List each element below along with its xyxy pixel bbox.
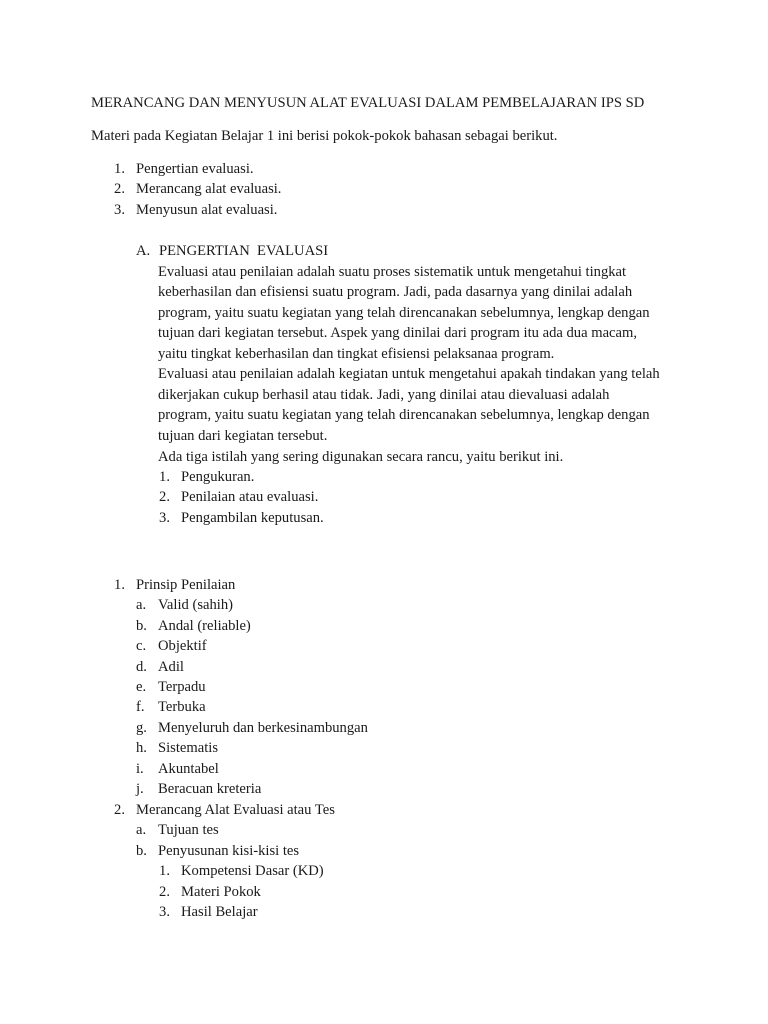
paragraph-line: program, yaitu suatu kegiatan yang telah direncanakan sebelumnya, lengkap dengan bbox=[158, 305, 650, 321]
sub-list-marker: a. bbox=[136, 822, 147, 838]
sub-list-marker: a. bbox=[136, 597, 147, 613]
sub-list-marker: b. bbox=[136, 618, 147, 634]
sub-list-marker: f. bbox=[136, 699, 145, 715]
sub-sub-list-item: Materi Pokok bbox=[181, 884, 261, 900]
sub-list-item: Terpadu bbox=[158, 679, 206, 695]
sub-list-item: Terbuka bbox=[158, 699, 206, 715]
topic-item: Merancang alat evaluasi. bbox=[136, 181, 282, 197]
paragraph-line: Evaluasi atau penilaian adalah kegiatan untuk mengetahui apakah tindakan yang telah bbox=[158, 366, 660, 382]
sub-list-item: Sistematis bbox=[158, 740, 218, 756]
sub-list-item: Akuntabel bbox=[158, 761, 219, 777]
term-item: Penilaian atau evaluasi. bbox=[181, 489, 319, 505]
sub-list-item: Beracuan kreteria bbox=[158, 781, 262, 797]
term-marker: 3. bbox=[159, 510, 170, 526]
section-a-heading: PENGERTIAN EVALUASI bbox=[159, 243, 329, 259]
topic-marker: 2. bbox=[114, 181, 125, 197]
sub-sub-list-item: Kompetensi Dasar (KD) bbox=[181, 863, 324, 879]
term-item: Pengukuran. bbox=[181, 469, 255, 485]
paragraph-line: tujuan dari kegiatan tersebut. bbox=[158, 428, 328, 444]
topic-marker: 3. bbox=[114, 202, 125, 218]
term-marker: 1. bbox=[159, 469, 170, 485]
sub-list-marker: b. bbox=[136, 843, 147, 859]
sub-list-item: Menyeluruh dan berkesinambungan bbox=[158, 720, 368, 736]
sub-list-item: Tujuan tes bbox=[158, 822, 219, 838]
topic-item: Menyusun alat evaluasi. bbox=[136, 202, 278, 218]
sub-sub-list-marker: 1. bbox=[159, 863, 170, 879]
sub-sub-list-marker: 3. bbox=[159, 904, 170, 920]
sub-list-marker: i. bbox=[136, 761, 144, 777]
paragraph-line: program, yaitu suatu kegiatan yang telah direncanakan sebelumnya, lengkap dengan bbox=[158, 407, 650, 423]
sub-list-item: Adil bbox=[158, 659, 184, 675]
sub-list-marker: h. bbox=[136, 740, 147, 756]
sub-list-marker: j. bbox=[136, 781, 144, 797]
sub-sub-list-marker: 2. bbox=[159, 884, 170, 900]
sub-list-item: Penyusunan kisi-kisi tes bbox=[158, 843, 300, 859]
sub-list-marker: e. bbox=[136, 679, 147, 695]
main-list-marker: 2. bbox=[114, 802, 125, 818]
document-title: MERANCANG DAN MENYUSUN ALAT EVALUASI DALAM PEMBELAJARAN IPS SD bbox=[91, 95, 645, 111]
paragraph-line: tujuan dari kegiatan tersebut. Aspek yang dinilai dari program itu ada dua macam, bbox=[158, 325, 638, 341]
paragraph-line: Ada tiga istilah yang sering digunakan secara rancu, yaitu berikut ini. bbox=[158, 449, 564, 465]
topic-item: Pengertian evaluasi. bbox=[136, 161, 254, 177]
sub-list-item: Objektif bbox=[158, 638, 207, 654]
topic-marker: 1. bbox=[114, 161, 125, 177]
paragraph-line: Evaluasi atau penilaian adalah suatu proses sistematik untuk mengetahui tingkat bbox=[158, 264, 627, 280]
sub-list-marker: g. bbox=[136, 720, 147, 736]
paragraph-line: yaitu tingkat keberhasilan dan tingkat efisiensi pelaksanaa program. bbox=[158, 346, 555, 362]
section-a-marker: A. bbox=[136, 243, 151, 259]
term-marker: 2. bbox=[159, 489, 170, 505]
paragraph-line: keberhasilan dan efisiensi suatu program. Jadi, pada dasarnya yang dinilai adalah bbox=[158, 284, 633, 300]
term-item: Pengambilan keputusan. bbox=[181, 510, 324, 526]
sub-list-marker: c. bbox=[136, 638, 147, 654]
sub-list-item: Valid (sahih) bbox=[158, 597, 233, 613]
sub-sub-list-item: Hasil Belajar bbox=[181, 904, 258, 920]
main-list-marker: 1. bbox=[114, 577, 125, 593]
main-list-item: Merancang Alat Evaluasi atau Tes bbox=[136, 802, 335, 818]
paragraph-line: dikerjakan cukup berhasil atau tidak. Jadi, yang dinilai atau dievaluasi adalah bbox=[158, 387, 610, 403]
sub-list-item: Andal (reliable) bbox=[158, 618, 251, 634]
sub-list-marker: d. bbox=[136, 659, 147, 675]
main-list-item: Prinsip Penilaian bbox=[136, 577, 236, 593]
intro-text: Materi pada Kegiatan Belajar 1 ini berisi pokok-pokok bahasan sebagai berikut. bbox=[91, 128, 558, 144]
